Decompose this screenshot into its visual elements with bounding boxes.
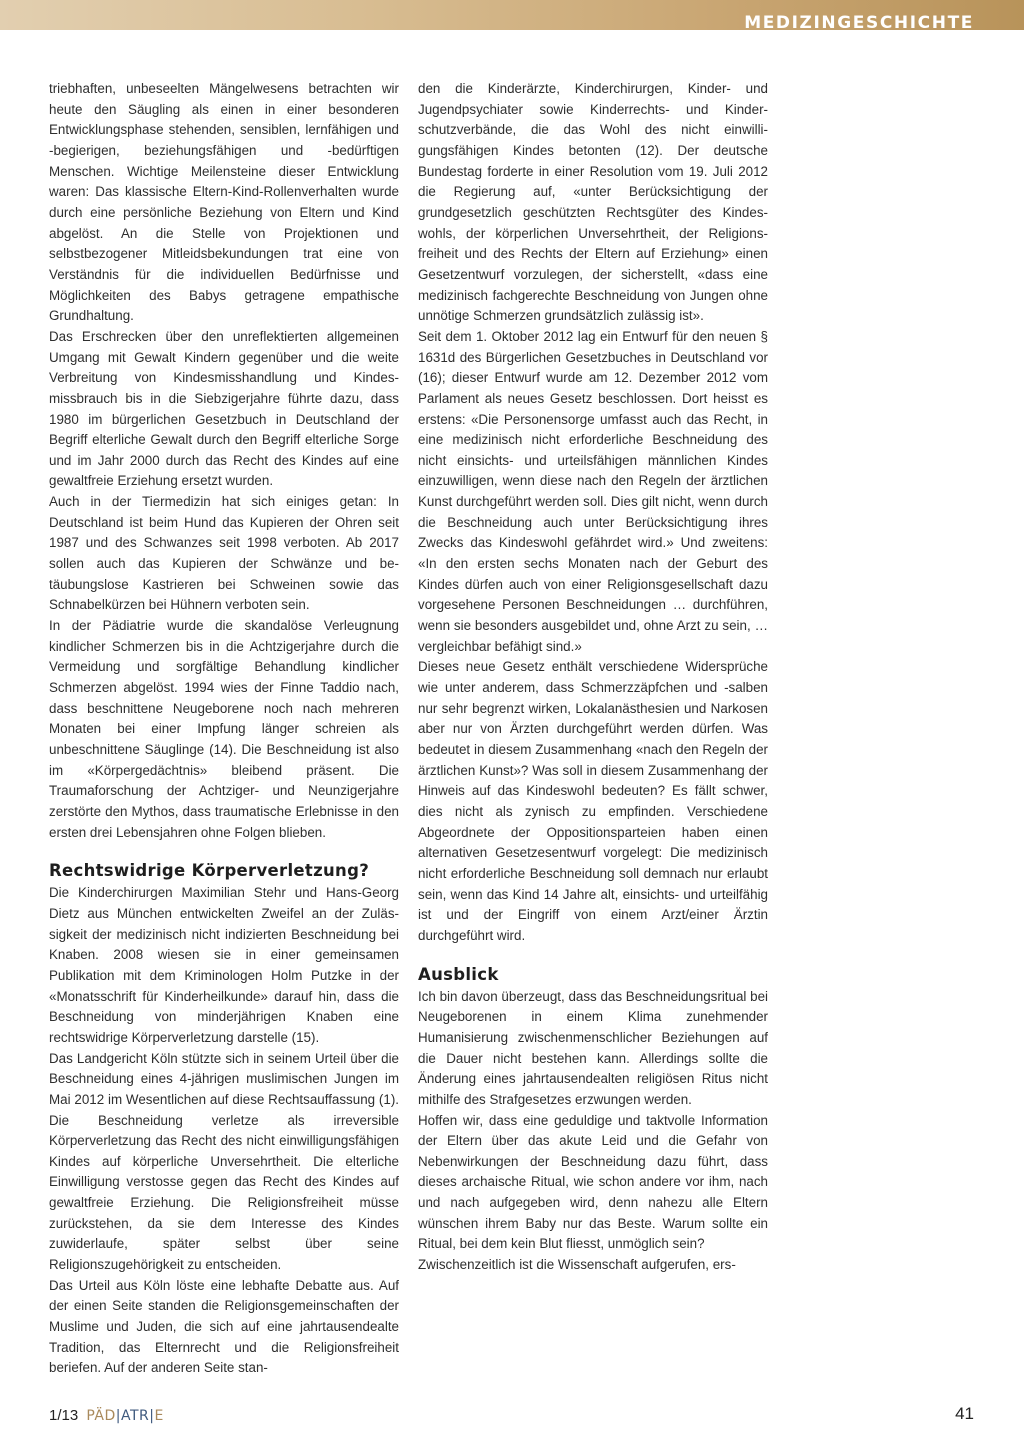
section-heading: Rechtswidrige Körperverletzung? <box>49 861 370 881</box>
section-heading: Ausblick <box>418 964 499 984</box>
paragraph: In der Pädiatrie wurde die skandalöse Verleugnung kindlicher Schmerzen bis in die Achtzigerjahre durch die Vermeidung und sorgfältige Behandlung kindlicher Schmerzen abgelöst. 1994 wies der Finne Taddio nach, dass beschnittene Neugeborene noch nach mehreren Monaten bei einer Impfung länger schreien als unbeschnittene Säuglinge (14). Die Beschneidung ist also im «Körpergedächtnis» bleibend präsent. Die Traumaforschung der Achtziger- und Neunzigerjahre zerstörte den Mythos, dass traumatische Erlebnisse in den ersten drei Lebensjahren ohne Folgen blieben. <box>49 618 399 840</box>
logo-part: E <box>154 1408 164 1424</box>
paragraph: den die Kinderärzte, Kinderchirurgen, Kinder- und Jugendpsychiater sowie Kinderrechts- und Kinderschutzverbände, die das Wohl des nicht einwilligungsfähigen Kindes betonten (12). Der deutsche Bundestag forderte in einer Resolution vom 19. Juli 2012 die Regierung auf, «unter Berücksichtigung der grundgesetzlich geschützten Rechtsgüter des Kindeswohls, der körperlichen Unversehrtheit, der Religionsfreiheit und des Rechts der Eltern auf Erziehung» einen Gesetzentwurf vorzulegen, der sicherstellt, «dass eine medizinisch fachgerechte Beschneidung von Jungen ohne unnötige Schmerzen grundsätzlich zulässig ist». <box>418 81 768 324</box>
footer-issue <box>49 1407 164 1424</box>
logo-part: | <box>149 1408 155 1424</box>
paragraph: Seit dem 1. Oktober 2012 lag ein Entwurf für den neuen § 1631d des Bürgerlichen Gesetzbuches in Deutschland vor (16); dieser Entwurf wurde am 12. Dezember 2012 vom Parlament als neues Gesetz beschlossen. Dort heisst es erstens: «Die Personensorge umfasst auch das Recht, in eine medizinisch nicht erforderliche Beschneidung des nicht einsichts- und urteilsfähigen männlichen Kindes einzuwilligen, wenn diese nach den Regeln der ärztlichen Kunst durchgeführt werden soll. Dies gilt nicht, wenn durch die Beschneidung auch unter Berücksichtigung ihres Zwecks das Kindeswohl gefährdet wird.» Und zweitens: «In den ersten sechs Monaten nach der Geburt des Kindes dürfen auch von einer Religionsgesellschaft dazu vorgesehene Personen Beschneidungen … durchführen, wenn sie besonders ausgebildet und, ohne Arzt zu sein, … vergleichbar befähigt sind.» <box>418 328 768 654</box>
paragraph: Die Kinderchirurgen Maximilian Stehr und Hans-Georg Dietz aus München entwickelten Zweifel an der Zulässigkeit der medizinisch nicht indizierten Beschneidung bei Knaben. 2008 wiesen sie in einer gemeinsamen Publikation mit dem Kriminologen Holm Putzke in der «Monatsschrift für Kinderheilkunde» darauf hin, dass die Beschneidung von minderjährigen Knaben eine rechtswidrige Körperverletzung darstelle (15). <box>49 885 399 1045</box>
logo-part: PÄD <box>86 1408 116 1424</box>
paragraph: Das Urteil aus Köln löste eine lebhafte Debatte aus. Auf der einen Seite standen die Religionsgemeinschaften der Muslime und Juden, die sich auf eine jahrtausendealte Tradition, das Elternrecht und die Religionsfreiheit beriefen. Auf der anderen Seite stan- <box>49 1277 399 1376</box>
right-column <box>418 79 768 1276</box>
paragraph: Zwischenzeitlich ist die Wissenschaft aufgerufen, ers- <box>418 1257 736 1273</box>
logo-part: | <box>115 1408 121 1424</box>
paragraph: Das Landgericht Köln stützte sich in seinem Urteil über die Beschneidung eines 4-jährigen muslimischen Jungen im Mai 2012 im Wesentlichen auf diese Rechtsauffassung (1). Die Beschneidung verletze als irreversible Körperverletzung das Recht des nicht einwilligungsfähigen Kindes auf körperliche Unversehrtheit. Die elterliche Einwilligung verstosse gegen das Recht des Kindes auf gewaltfreie Erziehung. Die Religionsfreiheit müsse zurückstehen, da sie dem Interesse des Kindes zuwiderlaufe, später selbst über seine Religionszugehörigkeit zu entscheiden. <box>49 1050 399 1273</box>
logo-part: ATR <box>121 1408 150 1424</box>
paragraph: Hoffen wir, dass eine geduldige und taktvolle Information der Eltern über das akute Leid und die Gefahr von Nebenwirkungen der Beschneidung dazu führt, dass dieses archaische Ritual, wie schon andere vor ihm, nach und nach aufgegeben wird, denn nahezu alle Eltern wünschen ihrem Baby nur das Beste. Warum sollte ein Ritual, bei dem kein Blut fliesst, unmöglich sein? <box>418 1112 768 1252</box>
left-column <box>49 79 399 1379</box>
section-label: MEDIZINGESCHICHTE <box>744 13 974 30</box>
issue-number: 1/13 <box>49 1407 79 1424</box>
paragraph: Das Erschrecken über den unreflektierten allgemeinen Umgang mit Gewalt Kindern gegenüber und die weite Verbreitung von Kindesmisshandlung und Kindesmissbrauch bis in die Siebzigerjahre führte dazu, dass 1980 im bürgerlichen Gesetzbuch in Deutschland der Begriff elterliche Gewalt durch den Begriff elterliche Sorge und im Jahr 2000 durch das Recht des Kindes auf eine gewaltfreie Erziehung ersetzt wurden. <box>49 328 399 489</box>
header-band <box>0 0 1024 30</box>
paragraph: triebhaften, unbeseelten Mängelwesens betrachten wir heute den Säugling als einen in einer besonderen Entwicklungsphase stehenden, sensiblen, lernfähigen und -begierigen, beziehungsfähigen und -bedürftigen Menschen. Wichtige Meilensteine dieser Entwicklung waren: Das klassische Eltern-Kind-Rollenverhalten wurde durch eine persönliche Beziehung von Eltern und Kind abgelöst. An die Stelle von Projektionen und selbstbezogener Mitleidsbekundungen trat eine von Verständnis für die individuellen Bedürfnisse und Möglichkeiten des Babys getragene empathische Grundhaltung. <box>49 81 399 324</box>
paragraph: Auch in der Tiermedizin hat sich einiges getan: In Deutschland ist beim Hund das Kupieren der Ohren seit 1987 und des Schwanzes seit 1998 verboten. Ab 2017 sollen auch das Kupieren der Schwänze und betäubungslose Kastrieren bei Schweinen sowie das Schnabelkürzen bei Hühnern verboten sein. <box>49 494 399 613</box>
page-number: 41 <box>955 1404 974 1423</box>
paragraph: Ich bin davon überzeugt, dass das Beschneidungsritual bei Neugeborenen in einem Klima zunehmender Humanisierung zwischenmenschlicher Beziehungen auf die Dauer nicht bestehen kann. Allerdings sollte die Änderung eines jahrtausendealten religiösen Ritus nicht mithilfe des Strafgesetzes erzwungen werden. <box>418 988 768 1107</box>
paragraph: Dieses neue Gesetz enthält verschiedene Widersprüche wie unter anderem, dass Schmerzzäpfchen und -salben nur sehr begrenzt wirken, Lokalanästhesien und Narkosen aber nur von Ärzten durchgeführt werden dürfen. Was bedeutet in diesem Zusammenhang «nach den Regeln der ärztlichen Kunst»? Was soll in diesem Zusammenhang der Hinweis auf das Kindeswohl bedeuten? Es fällt schwer, dies nicht als zynisch zu empfinden. Verschiedene Abgeordnete der Oppositionsparteien haben einen alternativen Gesetzesentwurf vorgelegt: Die medizinisch nicht erforderliche Beschneidung soll demnach nur erlaubt sein, wenn das Kind 14 Jahre alt, einsichts- und urteilfähig ist und der Eingriff von einem Arzt/einer Ärztin durchgeführt wird. <box>418 659 768 943</box>
journal-logo <box>86 1407 163 1424</box>
